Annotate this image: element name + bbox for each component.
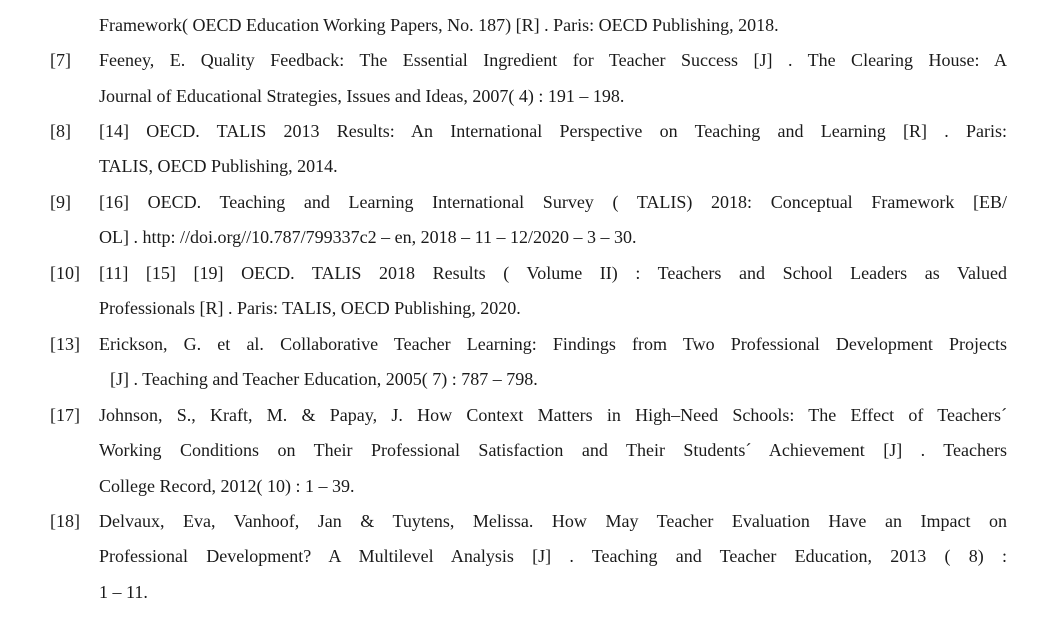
- reference-entry-continued: [0, 364, 1043, 394]
- reference-number: [17]: [50, 405, 80, 425]
- reference-entry: [0, 116, 1043, 146]
- reference-entry-continued: [0, 81, 1043, 111]
- reference-entry-continued: [0, 151, 1043, 181]
- reference-entry-continued: [0, 471, 1043, 501]
- reference-entry-continued: [0, 222, 1043, 252]
- reference-text-line: Working Conditions on Their Professional Satisfaction and Their Students´ Achievement [J] . Teachers: [99, 440, 1007, 460]
- reference-text-line: OL] . http: //doi.org//10.787/799337c2 – en, 2018 – 11 – 12/2020 – 3 – 30.: [99, 227, 637, 247]
- reference-number: [8]: [50, 121, 71, 141]
- reference-number: [10]: [50, 263, 80, 283]
- reference-entry-continued: [0, 541, 1043, 571]
- reference-entry: [0, 329, 1043, 359]
- reference-entry-continued: [0, 293, 1043, 323]
- reference-entry: [0, 10, 1043, 40]
- reference-entry-continued: [0, 577, 1043, 607]
- reference-text-line: Professional Development? A Multilevel Analysis [J] . Teaching and Teacher Education, 2013 ( 8) :: [99, 546, 1007, 566]
- reference-text-line: Johnson, S., Kraft, M. & Papay, J. How Context Matters in High–Need Schools: The Effect of Teachers´: [99, 405, 1007, 425]
- reference-number: [7]: [50, 50, 71, 70]
- reference-text-line: [11] [15] [19] OECD. TALIS 2018 Results ( Volume II) : Teachers and School Leaders as Valued: [99, 263, 1007, 283]
- reference-number: [9]: [50, 192, 71, 212]
- reference-text-line: [16] OECD. Teaching and Learning International Survey ( TALIS) 2018: Conceptual Framework [EB/: [99, 192, 1007, 212]
- reference-entry: [0, 187, 1043, 217]
- reference-text-line: Delvaux, Eva, Vanhoof, Jan & Tuytens, Melissa. How May Teacher Evaluation Have an Impact on: [99, 511, 1007, 531]
- reference-text-line: [14] OECD. TALIS 2013 Results: An International Perspective on Teaching and Learning [R] . Paris:: [99, 121, 1007, 141]
- reference-entry: [0, 506, 1043, 536]
- reference-text-line: Journal of Educational Strategies, Issues and Ideas, 2007( 4) : 191 – 198.: [99, 86, 625, 106]
- reference-entry: [0, 400, 1043, 430]
- reference-entry: [0, 45, 1043, 75]
- reference-text-line: 1 – 11.: [99, 582, 148, 602]
- reference-text-line: College Record, 2012( 10) : 1 – 39.: [99, 476, 355, 496]
- reference-text-line: TALIS, OECD Publishing, 2014.: [99, 156, 338, 176]
- reference-text-line: Feeney, E. Quality Feedback: The Essential Ingredient for Teacher Success [J] . The Clearing House: A: [99, 50, 1007, 70]
- reference-text-line: Framework( OECD Education Working Papers, No. 187) [R] . Paris: OECD Publishing, 2018.: [99, 15, 779, 35]
- reference-number: [18]: [50, 511, 80, 531]
- reference-text-line: Professionals [R] . Paris: TALIS, OECD Publishing, 2020.: [99, 298, 521, 318]
- reference-number: [13]: [50, 334, 80, 354]
- reference-text-line: [J] . Teaching and Teacher Education, 2005( 7) : 787 – 798.: [110, 369, 538, 389]
- reference-text-line: Erickson, G. et al. Collaborative Teacher Learning: Findings from Two Professional Development Projects: [99, 334, 1007, 354]
- reference-entry-continued: [0, 435, 1043, 465]
- reference-entry: [0, 258, 1043, 288]
